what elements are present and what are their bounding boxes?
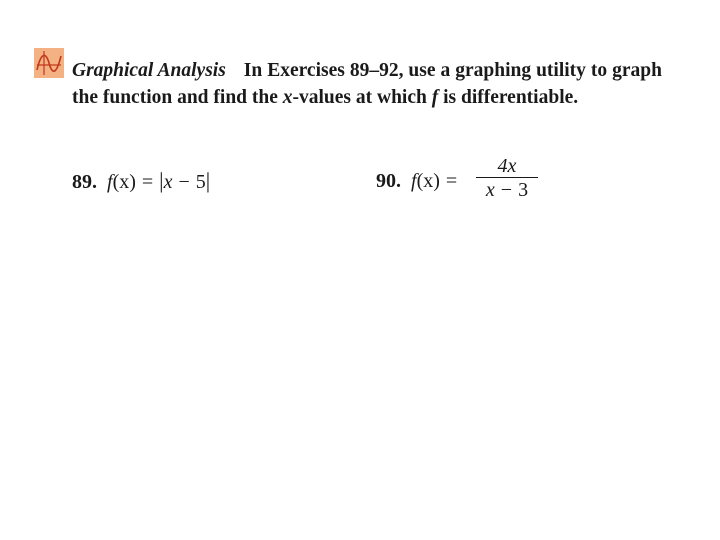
function-name: f	[107, 171, 113, 193]
abs-close: |	[205, 168, 211, 193]
function-name: f	[411, 170, 417, 192]
equals-sign: =	[141, 171, 154, 193]
fraction-numerator: 4x	[497, 155, 517, 177]
exercise-89	[72, 169, 210, 194]
function-arg: (x)	[112, 171, 136, 193]
exercise-90	[376, 155, 529, 201]
graphing-utility-icon	[34, 48, 64, 78]
exercise-instructions	[72, 58, 662, 111]
instruction-text: In Exercises 89–92, use a graphing utility to graph the function and find the	[72, 60, 662, 108]
fraction	[476, 155, 538, 202]
denominator-const: 3	[518, 179, 529, 201]
instruction-var-x: x	[282, 86, 293, 108]
exercise-number: 89.	[72, 171, 97, 193]
expr-const: 5	[195, 171, 206, 193]
denominator-var: x	[485, 179, 495, 201]
equals-sign: =	[445, 170, 458, 192]
denominator-op: −	[500, 179, 513, 201]
section-heading: Graphical Analysis	[72, 60, 226, 81]
exercise-number: 90.	[376, 170, 401, 192]
abs-open: |	[159, 168, 164, 193]
expr-var: x	[163, 171, 173, 193]
instruction-var-f: f	[431, 86, 439, 108]
expr-op: −	[178, 171, 190, 193]
instruction-text-end: is differentiable.	[438, 86, 579, 108]
instruction-text-mid: -values at which	[292, 86, 432, 108]
fraction-denominator	[480, 178, 534, 202]
function-arg: (x)	[416, 170, 440, 192]
